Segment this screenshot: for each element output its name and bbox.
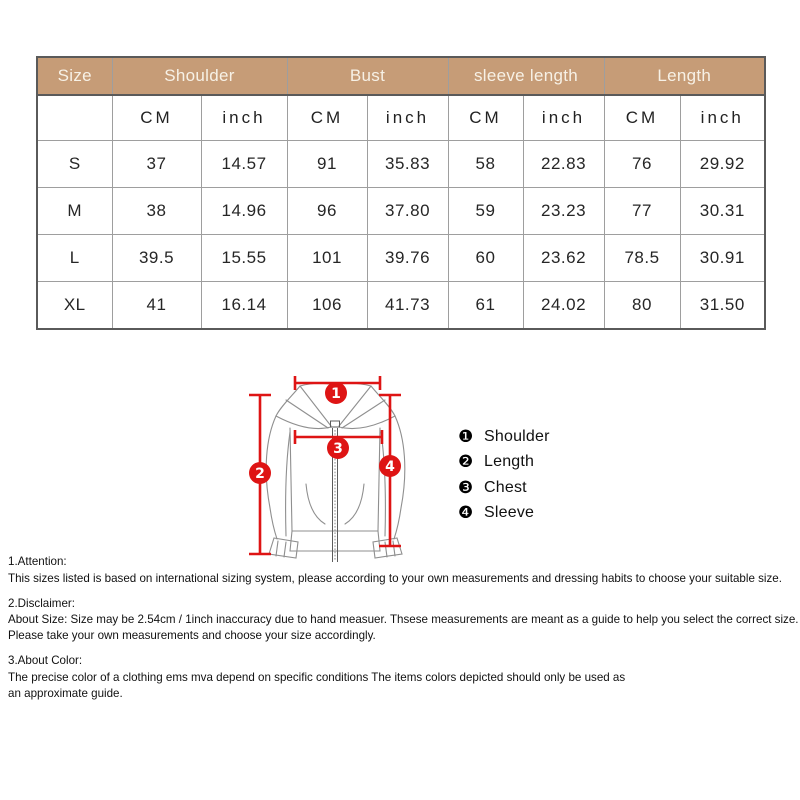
- note-line: This sizes listed is based on international sizing system, please according to your own measurements and dressing habits to choose your suitable size.: [8, 571, 782, 585]
- note-heading: 3.About Color:: [8, 653, 83, 667]
- notes: [8, 554, 800, 710]
- unit-cm: CM: [112, 95, 201, 141]
- marker-1-number: 1: [331, 386, 341, 402]
- header-bust: Bust: [287, 57, 448, 95]
- note-line: Please take your own measurements and choose your size accordingly.: [8, 629, 376, 643]
- cell: 16.14: [201, 282, 287, 330]
- legend-item-shoulder: [458, 424, 550, 450]
- legend-label: Length: [484, 453, 535, 471]
- size-label: M: [37, 188, 112, 235]
- cell: 31.50: [680, 282, 765, 330]
- cell: 60: [448, 235, 523, 282]
- unit-cm: CM: [287, 95, 367, 141]
- marker-2-number: 2: [255, 466, 265, 482]
- cell: 24.02: [523, 282, 604, 330]
- cell: 39.5: [112, 235, 201, 282]
- note-line: The precise color of a clothing ems mva depend on specific conditions The items colors depicted should only be used as: [8, 670, 626, 684]
- table-header-row: [37, 57, 765, 95]
- size-table: [36, 56, 766, 330]
- legend-item-length: [458, 450, 550, 476]
- cell: 14.57: [201, 141, 287, 188]
- header-size: Size: [37, 57, 112, 95]
- legend-label: Sleeve: [484, 504, 535, 522]
- cell: 106: [287, 282, 367, 330]
- cell: 23.23: [523, 188, 604, 235]
- table-row-m: [37, 188, 765, 235]
- circled-3-icon: ❸: [458, 477, 474, 498]
- measurement-legend: [458, 424, 550, 526]
- hoodie-measurement-diagram: [228, 366, 443, 566]
- table-row-s: [37, 141, 765, 188]
- note-disclaimer: [8, 596, 800, 644]
- note-line: an approximate guide.: [8, 686, 123, 700]
- circled-2-icon: ❷: [458, 452, 474, 473]
- cell: 80: [604, 282, 680, 330]
- note-heading: 2.Disclaimer:: [8, 596, 75, 610]
- cell: 76: [604, 141, 680, 188]
- note-line: About Size: Size may be 2.54cm / 1inch inaccuracy due to hand measuer. Thsese measurements are meant as a guide to help you select the correct size.: [8, 613, 799, 627]
- circled-4-icon: ❹: [458, 503, 474, 524]
- circled-1-icon: ❶: [458, 426, 474, 447]
- cell: 59: [448, 188, 523, 235]
- cell: 23.62: [523, 235, 604, 282]
- cell: 101: [287, 235, 367, 282]
- cell: 37: [112, 141, 201, 188]
- cell: 61: [448, 282, 523, 330]
- cell: 35.83: [367, 141, 448, 188]
- unit-inch: inch: [367, 95, 448, 141]
- cell: 78.5: [604, 235, 680, 282]
- cell: 30.91: [680, 235, 765, 282]
- unit-inch: inch: [201, 95, 287, 141]
- note-attention: [8, 554, 800, 587]
- legend-item-chest: [458, 475, 550, 501]
- cell: 41.73: [367, 282, 448, 330]
- cell: 37.80: [367, 188, 448, 235]
- marker-4-number: 4: [385, 459, 395, 475]
- unit-blank: [37, 95, 112, 141]
- size-label: S: [37, 141, 112, 188]
- cell: 39.76: [367, 235, 448, 282]
- cell: 96: [287, 188, 367, 235]
- table-row-l: [37, 235, 765, 282]
- note-about-color: [8, 653, 800, 701]
- table-unit-row: [37, 95, 765, 141]
- cell: 30.31: [680, 188, 765, 235]
- table-row-xl: [37, 282, 765, 330]
- size-chart: [36, 56, 766, 330]
- legend-label: Chest: [484, 478, 527, 496]
- header-sleeve-length: sleeve length: [448, 57, 604, 95]
- unit-cm: CM: [448, 95, 523, 141]
- cell: 14.96: [201, 188, 287, 235]
- cell: 91: [287, 141, 367, 188]
- marker-3-number: 3: [333, 441, 343, 457]
- cell: 22.83: [523, 141, 604, 188]
- header-shoulder: Shoulder: [112, 57, 287, 95]
- unit-cm: CM: [604, 95, 680, 141]
- cell: 38: [112, 188, 201, 235]
- cell: 77: [604, 188, 680, 235]
- size-label: XL: [37, 282, 112, 330]
- size-label: L: [37, 235, 112, 282]
- header-length: Length: [604, 57, 765, 95]
- legend-label: Shoulder: [484, 427, 550, 445]
- measurement-markers: [249, 382, 401, 484]
- unit-inch: inch: [523, 95, 604, 141]
- cell: 29.92: [680, 141, 765, 188]
- unit-inch: inch: [680, 95, 765, 141]
- note-heading: 1.Attention:: [8, 555, 67, 568]
- cell: 15.55: [201, 235, 287, 282]
- cell: 41: [112, 282, 201, 330]
- cell: 58: [448, 141, 523, 188]
- legend-item-sleeve: [458, 501, 550, 527]
